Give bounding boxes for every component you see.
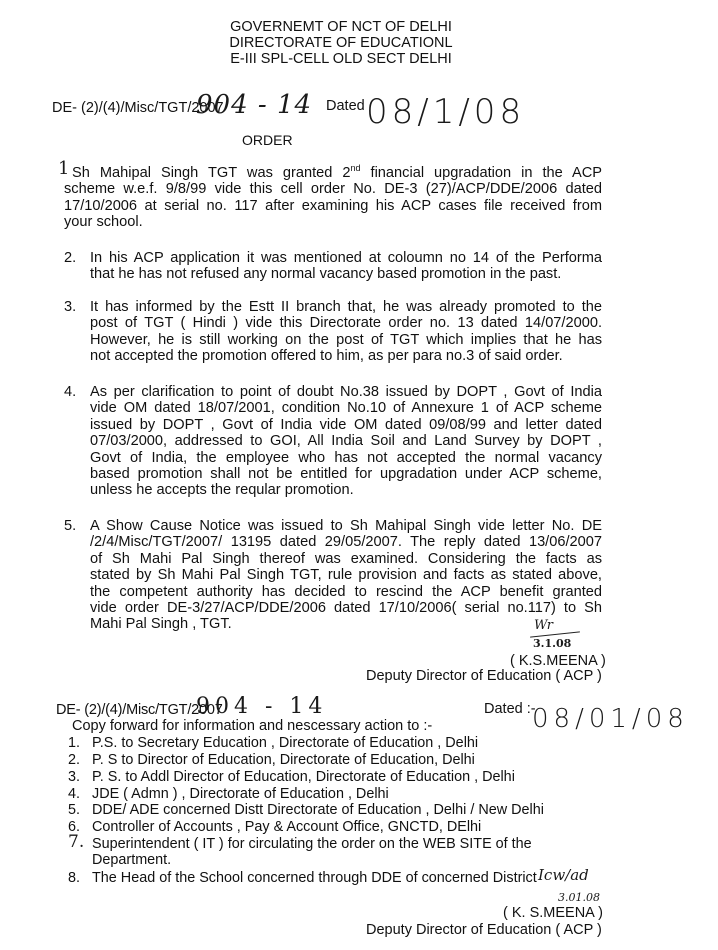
copy-list-item-text: P.S. to Secretary Education , Directorate of Education , Delhi	[92, 735, 479, 751]
copy-handwritten-number: 904 - 14	[196, 694, 328, 719]
signature-2-name: ( K. S.MEENA )	[503, 905, 603, 921]
order-title: ORDER	[242, 132, 293, 148]
paragraph-5-line-3: of Sh Mahi Pal Singh thereof was examined. Considering the facts as	[90, 550, 602, 567]
paragraph-2-line-1: In his ACP application it was mentioned at coloumn no 14 of the Performa	[90, 250, 602, 266]
signature-1-initials: Wr	[534, 618, 553, 633]
paragraph-1-line-1	[64, 165, 602, 181]
dated-label: Dated	[326, 98, 365, 114]
paragraph-4-line-7: unless he accepts the reqular promotion.	[90, 482, 354, 499]
copy-dated-label: Dated :-	[484, 701, 536, 717]
paragraph-3-line-1: It has informed by the Estt II branch that, he was already promoted to the	[90, 299, 602, 315]
paragraph-1-line-1-text: Sh Mahipal Singh TGT was granted 2	[72, 165, 351, 181]
copy-list-item-text: P. S to Director of Education, Directorate of Education, Delhi	[92, 752, 475, 768]
paragraph-1-line-1-rest: financial upgradation in the ACP	[360, 165, 602, 181]
signature-1-designation: Deputy Director of Education ( ACP )	[366, 668, 602, 684]
paragraph-3	[64, 299, 602, 365]
copy-intro: Copy forward for information and nescessary action to :-	[72, 718, 433, 734]
handwritten-order-number: 904 - 14	[196, 90, 313, 120]
signature-2-date: 3.01.08	[558, 891, 600, 904]
paragraph-5-line-7: Mahi Pal Singh , TGT.	[90, 616, 232, 633]
paragraph-2	[64, 250, 602, 283]
copy-list-item	[68, 870, 537, 886]
copy-list-item	[68, 752, 475, 768]
copy-list-item	[68, 819, 482, 835]
handwritten-date: 08/1/08	[366, 92, 526, 132]
paragraph-1	[58, 158, 602, 231]
letterhead	[0, 19, 700, 67]
paragraph-1-line-3: 17/10/2006 at serial no. 117 after examining his ACP cases file received from	[64, 197, 602, 214]
copy-list-item-number: 3.	[68, 769, 81, 785]
copy-list-item-text: JDE ( Admn ) , Directorate of Education , Delhi	[92, 786, 389, 802]
paragraph-4-line-4: 07/03/2000, addressed to GOI, All India Soil and Land Survey by DOPT ,	[90, 433, 602, 450]
paragraph-1-number: 1	[58, 158, 70, 179]
paragraph-4-line-5: Govt of India, the employee who has not accepted the normal vacancy	[90, 449, 602, 466]
copy-list-item	[68, 832, 532, 852]
copy-list-item-number: 5.	[68, 802, 81, 818]
paragraph-3-line-3: However, he is still working on the post of TGT which implies that he has	[90, 331, 602, 348]
paragraph-2-number: 2.	[64, 250, 77, 266]
paragraph-1-line-4: your school.	[64, 214, 143, 231]
copy-list-item	[68, 802, 544, 818]
signature-1-name: ( K.S.MEENA )	[510, 653, 606, 669]
copy-list-item-number: 4.	[68, 786, 81, 802]
paragraph-5-line-2: /2/4/Misc/TGT/2007/ 13195 dated 29/05/2007. The reply dated 13/06/2007	[90, 534, 602, 551]
copy-list-item-text: The Head of the School concerned through DDE of concerned District	[92, 870, 537, 886]
paragraph-5-line-1: A Show Cause Notice was issued to Sh Mahipal Singh vide letter No. DE	[90, 518, 602, 534]
copy-list-item	[68, 786, 389, 802]
paragraph-4-line-1: As per clarification to point of doubt No.38 issued by DOPT , Govt of India	[90, 384, 602, 400]
copy-list-item-number: 8.	[68, 870, 81, 886]
order-file-number: DE- (2)/(4)/Misc/TGT/2007	[52, 100, 224, 116]
copy-list-item-text: P. S. to Addl Director of Education, Directorate of Education , Delhi	[92, 769, 515, 785]
copy-list-item-text: Superintendent ( IT ) for circulating the order on the WEB SITE of the	[92, 836, 532, 852]
paragraph-5-line-6: vide order DE-3/27/ACP/DDE/2006 dated 17/10/2006( serial no.117) to Sh	[90, 600, 602, 617]
copy-list-item-number: 2.	[68, 752, 81, 768]
paragraph-3-line-4: not accepted the promotion offered to him, as per para no.3 of said order.	[90, 348, 563, 365]
superscript: nd	[350, 163, 361, 174]
copy-file-number: DE- (2)/(4)/Misc/TGT/2007	[56, 702, 223, 718]
signature-2-designation: Deputy Director of Education ( ACP )	[366, 922, 602, 938]
copy-list-item	[68, 769, 515, 785]
paragraph-3-number: 3.	[64, 299, 77, 315]
paragraph-5-line-4: stated by Sh Mahi Pal Singh TGT, rule provision and facts as stated above,	[90, 567, 602, 584]
copy-list-item-number: 1.	[68, 735, 81, 751]
paragraph-5	[64, 518, 602, 633]
signature-1-date: 3.1.08	[533, 637, 572, 650]
paragraph-1-line-2: scheme w.e.f. 9/8/99 vide this cell order No. DE-3 (27)/ACP/DDE/2006 dated	[64, 181, 602, 198]
paragraph-3-line-2: post of TGT ( Hindi ) vide this Directorate order no. 13 dated 14/07/2000.	[90, 315, 602, 332]
paragraph-4	[64, 384, 602, 499]
copy-handwritten-date: 08/01/08	[532, 704, 689, 734]
copy-list-item-text: Controller of Accounts , Pay & Account Office, GNCTD, DElhi	[92, 819, 482, 835]
paragraph-5-number: 5.	[64, 518, 77, 534]
letterhead-line-1: GOVERNEMT OF NCT OF DELHI	[230, 19, 452, 35]
copy-list-item-text: DDE/ ADE concerned Distt Directorate of Education , Delhi / New Delhi	[92, 802, 544, 818]
paragraph-4-number: 4.	[64, 384, 77, 400]
paragraph-5-line-5: the competent authority has decided to rescind the ACP benefit granted	[90, 583, 602, 600]
copy-list-item-number: 6.	[68, 819, 81, 835]
paragraph-4-line-6: based promotion shall not be entitled for upgradation under ACP scheme,	[90, 466, 602, 483]
letterhead-line-3: E-III SPL-CELL OLD SECT DELHI	[230, 51, 452, 67]
signature-2-initials: Icw/ad	[538, 866, 589, 884]
paragraph-4-line-3: issued by DOPT , Govt of India vide OM dated 09/08/99 and letter dated	[90, 416, 602, 433]
copy-list-item	[68, 735, 479, 751]
copy-list-item-continuation	[92, 852, 171, 868]
letterhead-line-2: DIRECTORATE OF EDUCATIONL	[229, 35, 453, 51]
copy-list-item-text: Department.	[92, 852, 172, 868]
copy-list-item-number: 7.	[68, 832, 85, 852]
paragraph-4-line-2: vide OM dated 18/07/2001, condition No.10 of Annexure 1 of ACP scheme	[90, 400, 602, 417]
paragraph-2-line-2: that he has not refused any normal vacancy based promotion in the past.	[90, 266, 562, 283]
